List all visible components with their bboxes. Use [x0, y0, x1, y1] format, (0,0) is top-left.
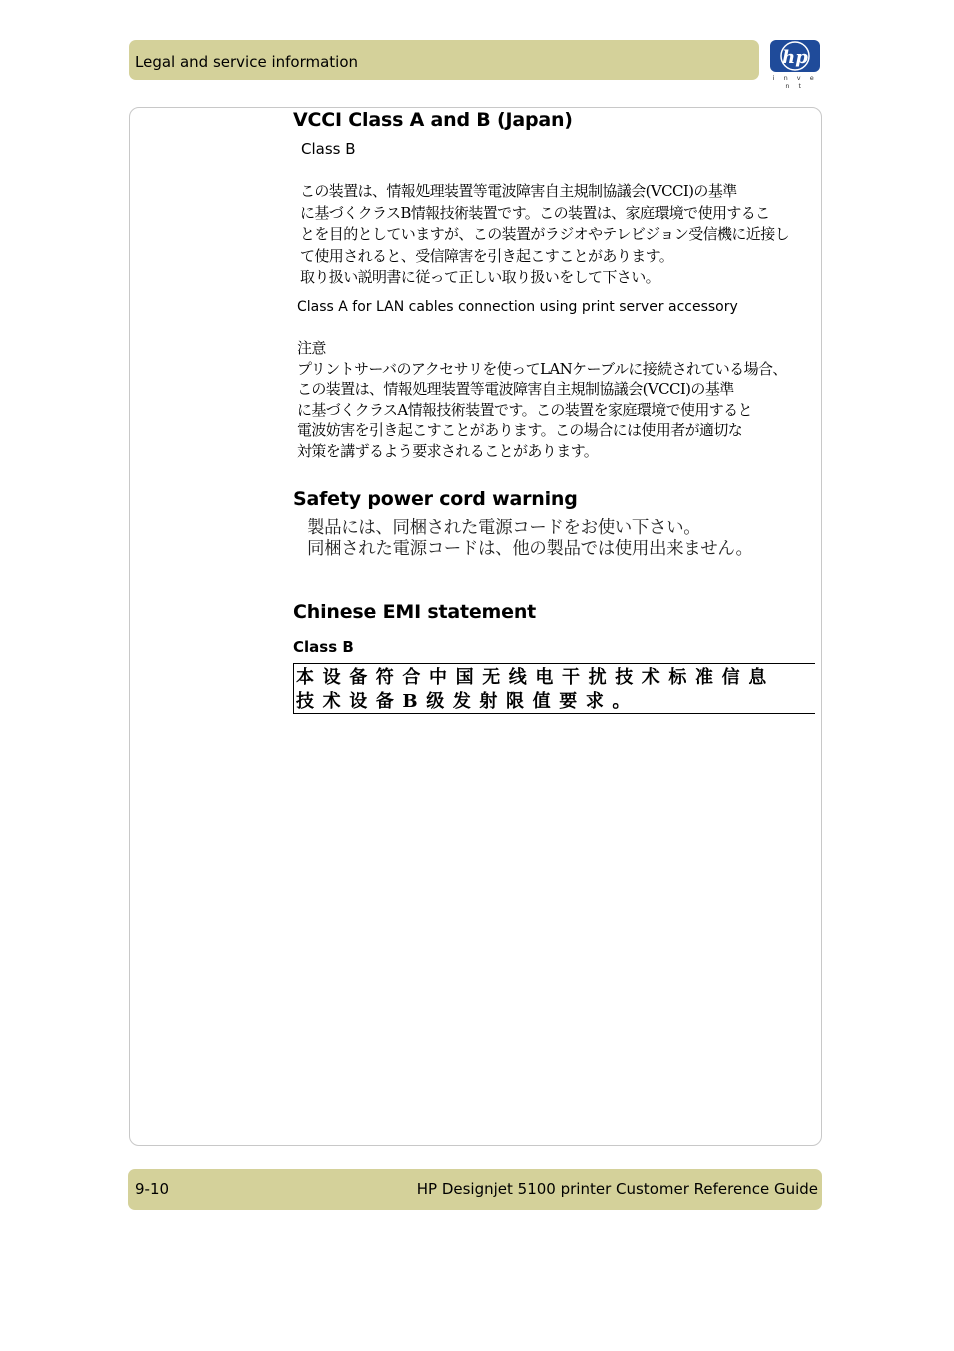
text-line: 対策を講ずるよう要求されることがあります。 — [297, 441, 599, 460]
text-line: に基づくクラスB情報技術装置です。この装置は、家庭環境で使用するこ — [300, 203, 770, 222]
text-line: とを目的としていますが、この装置がラジオやテレビジョン受信機に近接し — [300, 225, 790, 243]
vcci-class-b-label: Class B — [301, 140, 356, 158]
text-line: 電波妨害を引き起こすことがあります。この場合には使用者が適切な — [297, 421, 743, 439]
text-line: プリントサーバのアクセサリを使ってLANケーブルに接続されている場合、 — [297, 359, 787, 378]
page-number: 9-10 — [135, 1180, 170, 1198]
text-line: 本设备符合中国无线电干扰技术标准信息 — [296, 667, 775, 688]
hp-logo-text: hp — [782, 47, 808, 68]
footer-bar — [128, 1169, 822, 1210]
vcci-class-b-text — [300, 181, 789, 289]
vcci-class-a-label: Class A for LAN cables connection using print server accessory — [297, 299, 738, 315]
text-line: この装置は、情報処理装置等電波障害自主規制協議会(VCCI)の基準 — [300, 182, 737, 200]
safety-warning-text — [307, 518, 753, 560]
guide-title: HP Designjet 5100 printer Customer Reference Guide — [416, 1180, 818, 1198]
text-line: に基づくクラスA情報技術装置です。この装置を家庭環境で使用すると — [297, 400, 752, 419]
vcci-heading: VCCI Class A and B (Japan) — [293, 109, 573, 131]
text-line: 同梱された電源コードは、他の製品では使用出来ません。 — [307, 539, 753, 559]
chinese-emi-heading: Chinese EMI statement — [293, 601, 537, 623]
section-title: Legal and service information — [135, 53, 359, 71]
hp-tagline: i n v e n t — [772, 74, 818, 90]
chinese-class-label: Class B — [293, 638, 354, 656]
chinese-emi-statement-box — [293, 663, 815, 714]
text-line: て使用されると、受信障害を引き起こすことがあります。 — [300, 246, 674, 265]
text-line: 技术设备B级发射限值要求。 — [296, 691, 640, 712]
text-line: この装置は、情報処理装置等電波障害自主規制協議会(VCCI)の基準 — [297, 380, 734, 398]
header-bar — [129, 40, 759, 80]
text-line: 取り扱い説明書に従って正しい取り扱いをして下さい。 — [300, 268, 661, 286]
text-line: 注意 — [297, 339, 326, 357]
text-line: 製品には、同梱された電源コードをお使い下さい。 — [307, 518, 701, 538]
safety-heading: Safety power cord warning — [293, 488, 578, 510]
vcci-class-a-text — [297, 338, 787, 461]
